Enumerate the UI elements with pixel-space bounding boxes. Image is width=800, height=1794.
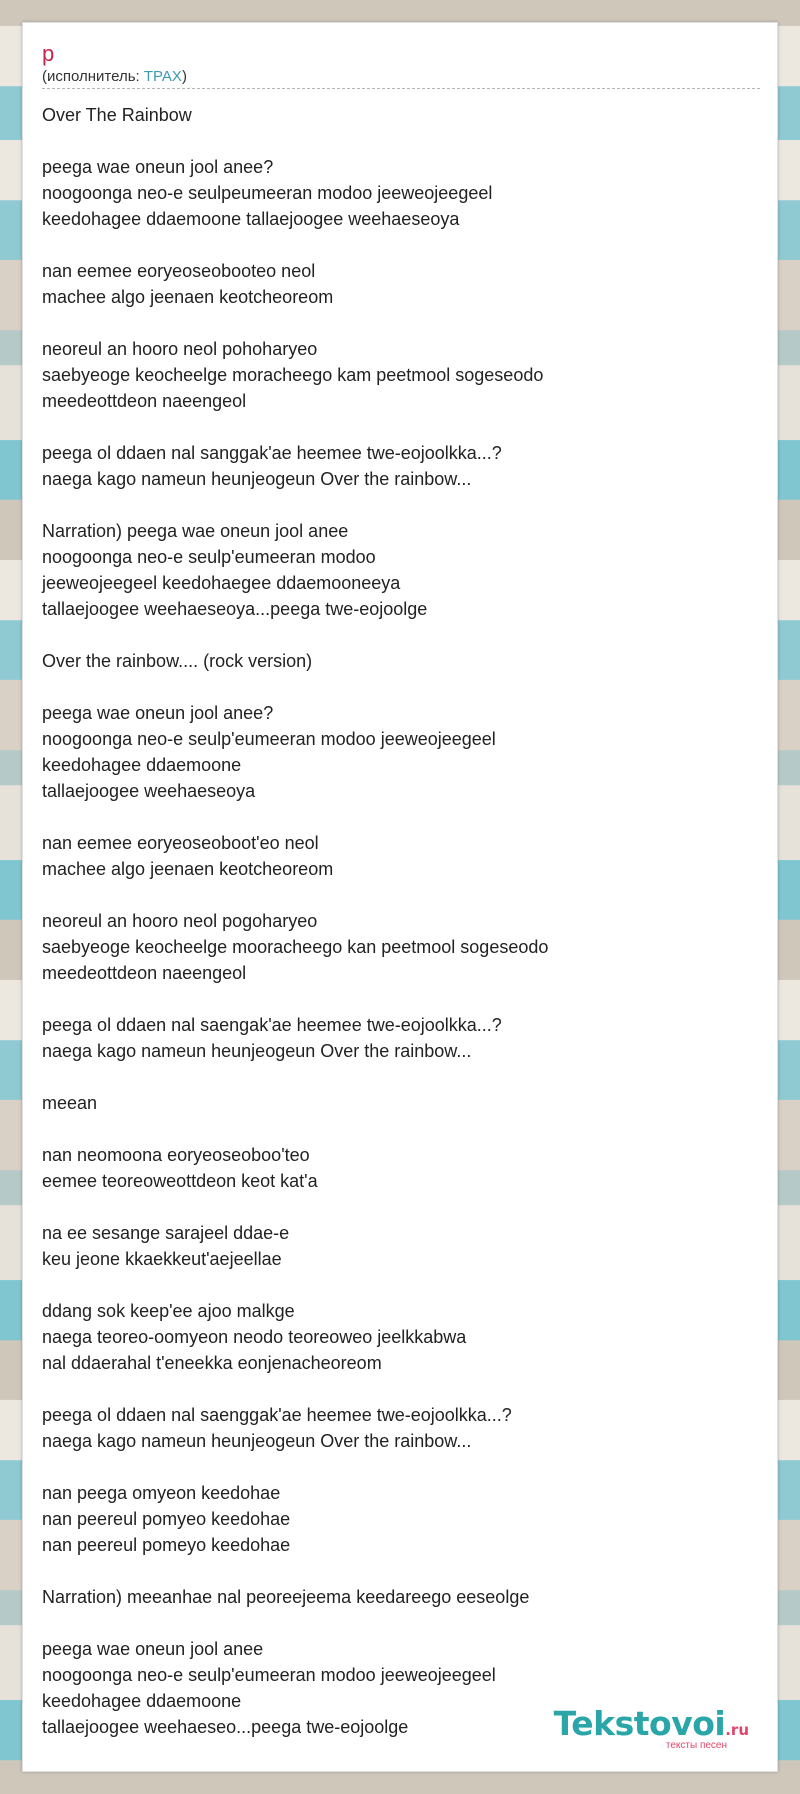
performer-suffix: ) (181, 68, 187, 85)
lyric-blank-line (42, 1376, 760, 1402)
lyric-blank-line (42, 622, 760, 648)
lyric-line: meean (42, 1093, 98, 1113)
lyric-line: nan eemee eoryeoseobooteo neol (42, 261, 316, 281)
lyric-line: nan peereul pomyeo keedohae (42, 1509, 291, 1529)
lyric-blank-line (42, 1064, 760, 1090)
lyric-blank-line (42, 1272, 760, 1298)
lyric-line: neoreul an hooro neol pohoharyeo (42, 339, 318, 359)
lyric-line: Narration) peega wae oneun jool anee (42, 521, 349, 541)
lyric-line: ddang sok keep'ee ajoo malkge (42, 1301, 295, 1321)
lyric-line: peega wae oneun jool anee? (42, 157, 274, 177)
lyric-line: machee algo jeenaen keotcheoreom (42, 287, 334, 307)
lyric-line: nan peereul pomeyo keedohae (42, 1535, 291, 1555)
lyric-line: peega wae oneun jool anee (42, 1639, 264, 1659)
logo-wordmark: Tekstovoi (553, 1704, 726, 1743)
lyric-line: naega kago nameun heunjeogeun Over the rainbow... (42, 469, 472, 489)
site-logo[interactable] (553, 1704, 749, 1751)
lyric-line: nal ddaerahal t'eneekka eonjenacheoreom (42, 1353, 382, 1373)
lyric-line: na ee sesange sarajeel ddae-e (42, 1223, 290, 1243)
lyric-line: Narration) meeanhae nal peoreejeema keedareego eeseolge (42, 1587, 530, 1607)
lyric-line: nan peega omyeon keedohae (42, 1483, 281, 1503)
lyric-blank-line (42, 492, 760, 518)
lyric-line: meedeottdeon naeengeol (42, 963, 247, 983)
lyric-line: noogoonga neo-e seulp'eumeeran modoo (42, 547, 376, 567)
lyric-line: machee algo jeenaen keotcheoreom (42, 859, 334, 879)
lyric-blank-line (42, 804, 760, 830)
lyric-blank-line (42, 414, 760, 440)
lyric-line: noogoonga neo-e seulp'eumeeran modoo jeeweojeegeel (42, 1665, 496, 1685)
lyric-line: tallaejoogee weehaeseoya...peega twe-eojoolge (42, 599, 428, 619)
lyric-blank-line (42, 882, 760, 908)
lyric-line: Over the rainbow.... (rock version) (42, 651, 313, 671)
lyric-line: keedohagee ddaemoone (42, 1691, 242, 1711)
lyric-blank-line (42, 1558, 760, 1584)
performer-line (42, 68, 760, 86)
lyric-line: peega ol ddaen nal saengak'ae heemee twe-eojoolkka...? (42, 1015, 502, 1035)
lyric-line: Over The Rainbow (42, 105, 192, 125)
lyric-blank-line (42, 1454, 760, 1480)
logo-domain: .ru (725, 1721, 749, 1739)
lyrics-text (42, 102, 760, 1740)
lyric-line: tallaejoogee weehaeseoya (42, 781, 256, 801)
lyric-line: peega wae oneun jool anee? (42, 703, 274, 723)
lyric-line: naega kago nameun heunjeogeun Over the rainbow... (42, 1041, 472, 1061)
lyric-line: keedohagee ddaemoone tallaejoogee weehaeseoya (42, 209, 460, 229)
lyric-line: nan neomoona eoryeoseoboo'teo (42, 1145, 310, 1165)
lyric-blank-line (42, 128, 760, 154)
lyric-blank-line (42, 1116, 760, 1142)
lyric-line: keedohagee ddaemoone (42, 755, 242, 775)
lyric-blank-line (42, 1194, 760, 1220)
lyric-line: peega ol ddaen nal sanggak'ae heemee twe-eojoolkka...? (42, 443, 502, 463)
lyric-line: neoreul an hooro neol pogoharyeo (42, 911, 318, 931)
lyric-line: naega teoreo-oomyeon neodo teoreoweo jeelkkabwa (42, 1327, 467, 1347)
lyric-line: peega ol ddaen nal saenggak'ae heemee twe-eojoolkka...? (42, 1405, 512, 1425)
lyric-line: noogoonga neo-e seulpeumeeran modoo jeeweojeegeel (42, 183, 493, 203)
lyric-line: nan eemee eoryeoseoboot'eo neol (42, 833, 319, 853)
song-title: p (42, 41, 55, 66)
lyrics-card (22, 22, 778, 1772)
lyric-line: naega kago nameun heunjeogeun Over the rainbow... (42, 1431, 472, 1451)
lyric-blank-line (42, 986, 760, 1012)
lyric-line: saebyeoge keocheelge mooracheego kan peetmool sogeseodo (42, 937, 549, 957)
lyric-blank-line (42, 1610, 760, 1636)
song-header (42, 41, 760, 89)
lyric-blank-line (42, 232, 760, 258)
performer-prefix: (исполнитель: (42, 68, 144, 85)
lyric-line: noogoonga neo-e seulp'eumeeran modoo jeeweojeegeel (42, 729, 496, 749)
lyric-blank-line (42, 310, 760, 336)
lyric-line: eemee teoreoweottdeon keot kat'a (42, 1171, 318, 1191)
lyric-line: jeeweojeegeel keedohaegee ddaemooneeya (42, 573, 401, 593)
logo-tagline: тексты песен (665, 1740, 727, 1751)
lyric-blank-line (42, 674, 760, 700)
lyric-line: meedeottdeon naeengeol (42, 391, 247, 411)
lyric-line: tallaejoogee weehaeseo...peega twe-eojoolge (42, 1717, 409, 1737)
lyric-line: keu jeone kkaekkeut'aejeellae (42, 1249, 282, 1269)
lyric-line: saebyeoge keocheelge moracheego kam peetmool sogeseodo (42, 365, 544, 385)
performer-link[interactable]: TPAX (143, 68, 182, 85)
